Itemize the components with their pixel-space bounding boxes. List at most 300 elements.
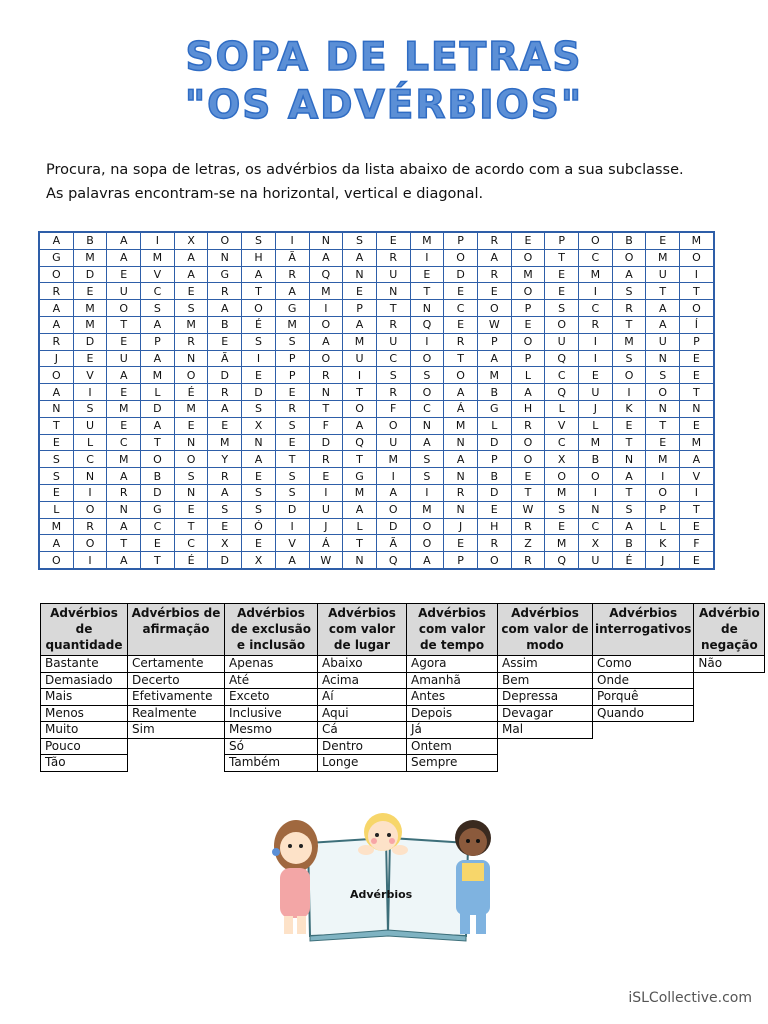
grid-row: [39, 249, 714, 266]
grid-cell: O: [511, 434, 545, 451]
grid-cell: W: [309, 552, 343, 569]
grid-cell: T: [612, 316, 646, 333]
grid-cell: A: [174, 249, 208, 266]
grid-cell: A: [612, 468, 646, 485]
grid-cell: O: [511, 283, 545, 300]
grid-cell: J: [444, 518, 478, 535]
grid-cell: O: [545, 316, 579, 333]
grid-cell: I: [646, 468, 680, 485]
grid-cell: E: [545, 518, 579, 535]
grid-row: [39, 417, 714, 434]
grid-cell: T: [612, 434, 646, 451]
grid-cell: O: [579, 468, 613, 485]
grid-cell: G: [141, 501, 175, 518]
grid-cell: O: [141, 451, 175, 468]
grid-cell: Q: [343, 434, 377, 451]
table-cell: Quando: [593, 705, 694, 722]
grid-cell: H: [242, 249, 276, 266]
grid-cell: V: [545, 417, 579, 434]
grid-cell: S: [39, 451, 73, 468]
table-cell: Pouco: [41, 738, 128, 755]
grid-cell: E: [208, 417, 242, 434]
grid-cell: O: [309, 316, 343, 333]
grid-cell: T: [343, 384, 377, 401]
grid-cell: N: [242, 434, 276, 451]
grid-cell: S: [646, 367, 680, 384]
grid-cell: T: [174, 518, 208, 535]
grid-cell: R: [107, 484, 141, 501]
grid-cell: M: [73, 249, 107, 266]
grid-cell: E: [680, 417, 714, 434]
grid-cell: S: [242, 400, 276, 417]
grid-cell: L: [477, 417, 511, 434]
grid-cell: R: [444, 484, 478, 501]
table-row: [41, 672, 765, 689]
grid-cell: S: [410, 468, 444, 485]
grid-cell: N: [208, 249, 242, 266]
grid-cell: X: [545, 451, 579, 468]
grid-cell: R: [275, 266, 309, 283]
grid-cell: E: [680, 518, 714, 535]
grid-cell: A: [39, 232, 73, 249]
grid-cell: E: [646, 434, 680, 451]
grid-cell: T: [242, 283, 276, 300]
grid-cell: C: [107, 434, 141, 451]
grid-cell: L: [39, 501, 73, 518]
grid-cell: M: [39, 518, 73, 535]
grid-cell: S: [174, 300, 208, 317]
grid-cell: A: [208, 300, 242, 317]
grid-cell: S: [410, 367, 444, 384]
grid-cell: A: [646, 316, 680, 333]
grid-row: [39, 384, 714, 401]
title-line-1: SOPA DE LETRAS: [185, 35, 583, 80]
grid-cell: V: [680, 468, 714, 485]
table-cell: Menos: [41, 705, 128, 722]
grid-cell: T: [646, 417, 680, 434]
grid-cell: A: [343, 501, 377, 518]
grid-cell: M: [141, 367, 175, 384]
grid-cell: R: [208, 468, 242, 485]
grid-cell: L: [511, 367, 545, 384]
table-row: [41, 705, 765, 722]
grid-cell: M: [680, 434, 714, 451]
grid-cell: S: [275, 417, 309, 434]
grid-cell: M: [646, 451, 680, 468]
grid-cell: N: [579, 501, 613, 518]
grid-cell: C: [545, 367, 579, 384]
grid-cell: U: [376, 266, 410, 283]
grid-cell: N: [444, 468, 478, 485]
grid-cell: I: [73, 384, 107, 401]
table-cell: Aí: [318, 689, 407, 706]
grid-cell: J: [579, 400, 613, 417]
grid-cell: Ó: [242, 518, 276, 535]
grid-cell: I: [410, 249, 444, 266]
grid-cell: P: [511, 350, 545, 367]
grid-cell: S: [376, 367, 410, 384]
grid-cell: T: [343, 451, 377, 468]
grid-cell: É: [242, 316, 276, 333]
grid-cell: U: [107, 350, 141, 367]
grid-cell: O: [579, 232, 613, 249]
grid-cell: D: [141, 400, 175, 417]
table-cell: Amanhã: [407, 672, 498, 689]
grid-cell: S: [545, 300, 579, 317]
grid-cell: D: [208, 552, 242, 569]
grid-cell: R: [39, 333, 73, 350]
boy-figure: [358, 813, 408, 855]
table-header: Advérbios de quantidade: [41, 604, 128, 656]
grid-cell: B: [208, 316, 242, 333]
grid-cell: N: [343, 266, 377, 283]
grid-cell: M: [141, 249, 175, 266]
grid-cell: S: [612, 350, 646, 367]
grid-cell: S: [275, 468, 309, 485]
grid-cell: T: [343, 535, 377, 552]
grid-cell: P: [444, 232, 478, 249]
grid-row: [39, 350, 714, 367]
grid-cell: I: [410, 484, 444, 501]
grid-cell: M: [410, 232, 444, 249]
grid-cell: M: [511, 266, 545, 283]
table-cell: Tão: [41, 755, 128, 772]
grid-row: [39, 283, 714, 300]
table-cell: Depois: [407, 705, 498, 722]
grid-cell: K: [646, 535, 680, 552]
grid-cell: U: [343, 350, 377, 367]
grid-cell: H: [477, 518, 511, 535]
grid-cell: Á: [444, 400, 478, 417]
grid-cell: O: [680, 300, 714, 317]
table-cell: Muito: [41, 722, 128, 739]
grid-cell: O: [410, 350, 444, 367]
grid-cell: S: [174, 468, 208, 485]
grid-cell: S: [275, 484, 309, 501]
table-header: Advérbios de afirmação: [128, 604, 225, 656]
grid-cell: L: [646, 518, 680, 535]
grid-cell: A: [107, 552, 141, 569]
grid-cell: R: [376, 249, 410, 266]
grid-cell: I: [275, 518, 309, 535]
table-cell: Realmente: [128, 705, 225, 722]
grid-cell: G: [343, 468, 377, 485]
grid-cell: M: [545, 484, 579, 501]
grid-cell: T: [141, 434, 175, 451]
grid-cell: B: [612, 535, 646, 552]
grid-cell: I: [309, 484, 343, 501]
grid-cell: H: [511, 400, 545, 417]
grid-cell: R: [174, 333, 208, 350]
grid-cell: A: [612, 266, 646, 283]
grid-cell: E: [174, 501, 208, 518]
grid-cell: S: [275, 333, 309, 350]
grid-cell: N: [174, 484, 208, 501]
grid-cell: Q: [376, 552, 410, 569]
grid-cell: P: [444, 552, 478, 569]
table-cell: Sempre: [407, 755, 498, 772]
table-cell: Bastante: [41, 656, 128, 673]
grid-cell: A: [141, 316, 175, 333]
grid-cell: O: [242, 300, 276, 317]
grid-cell: R: [309, 367, 343, 384]
grid-cell: E: [545, 283, 579, 300]
grid-cell: E: [545, 266, 579, 283]
grid-cell: T: [107, 535, 141, 552]
watermark: iSLCollective.com: [628, 990, 752, 1006]
grid-cell: C: [141, 518, 175, 535]
grid-cell: I: [579, 484, 613, 501]
grid-cell: S: [208, 501, 242, 518]
grid-cell: E: [242, 468, 276, 485]
grid-cell: L: [545, 400, 579, 417]
grid-cell: E: [646, 232, 680, 249]
grid-cell: Ã: [275, 249, 309, 266]
grid-row: [39, 518, 714, 535]
table-cell: Demasiado: [41, 672, 128, 689]
grid-cell: D: [477, 484, 511, 501]
grid-cell: U: [545, 333, 579, 350]
grid-cell: I: [612, 384, 646, 401]
grid-cell: V: [73, 367, 107, 384]
grid-cell: M: [477, 367, 511, 384]
grid-cell: R: [208, 384, 242, 401]
grid-cell: A: [107, 468, 141, 485]
grid-cell: Y: [208, 451, 242, 468]
grid-cell: O: [107, 300, 141, 317]
grid-cell: E: [477, 283, 511, 300]
grid-cell: O: [511, 333, 545, 350]
table-cell: Mal: [498, 722, 593, 739]
grid-cell: C: [545, 434, 579, 451]
grid-cell: I: [343, 367, 377, 384]
table-empty-cell: [694, 672, 765, 689]
instruction-2: As palavras encontram-se na horizontal, vertical e diagonal.: [46, 186, 484, 202]
grid-cell: U: [107, 283, 141, 300]
grid-cell: A: [410, 552, 444, 569]
table-cell: Inclusive: [225, 705, 318, 722]
table-cell: Certamente: [128, 656, 225, 673]
grid-cell: P: [275, 367, 309, 384]
grid-cell: S: [545, 501, 579, 518]
table-cell: Cá: [318, 722, 407, 739]
grid-cell: R: [477, 232, 511, 249]
grid-cell: N: [410, 417, 444, 434]
grid-row: [39, 266, 714, 283]
grid-cell: M: [309, 283, 343, 300]
grid-cell: R: [511, 417, 545, 434]
grid-cell: C: [174, 535, 208, 552]
grid-cell: R: [477, 266, 511, 283]
grid-cell: É: [174, 384, 208, 401]
grid-cell: U: [646, 266, 680, 283]
grid-cell: J: [39, 350, 73, 367]
table-row: [41, 722, 765, 739]
grid-cell: N: [39, 400, 73, 417]
grid-cell: C: [444, 300, 478, 317]
grid-cell: E: [107, 333, 141, 350]
grid-cell: C: [410, 400, 444, 417]
grid-cell: C: [579, 518, 613, 535]
table-row: [41, 738, 765, 755]
grid-cell: N: [680, 400, 714, 417]
grid-cell: E: [275, 384, 309, 401]
children-book-illustration: [268, 808, 508, 943]
table-row: [41, 656, 765, 673]
grid-cell: G: [39, 249, 73, 266]
grid-cell: E: [107, 384, 141, 401]
grid-cell: T: [444, 350, 478, 367]
grid-cell: E: [343, 283, 377, 300]
grid-cell: E: [511, 468, 545, 485]
grid-cell: N: [646, 350, 680, 367]
grid-cell: A: [39, 300, 73, 317]
table-empty-cell: [128, 738, 225, 755]
table-cell: Também: [225, 755, 318, 772]
grid-cell: D: [376, 518, 410, 535]
table-cell: Sim: [128, 722, 225, 739]
grid-cell: N: [410, 300, 444, 317]
grid-cell: F: [680, 535, 714, 552]
grid-cell: E: [680, 350, 714, 367]
grid-cell: O: [477, 300, 511, 317]
grid-cell: O: [477, 552, 511, 569]
grid-cell: E: [511, 316, 545, 333]
grid-cell: T: [680, 384, 714, 401]
grid-cell: A: [376, 484, 410, 501]
table-empty-cell: [694, 689, 765, 706]
grid-cell: S: [242, 333, 276, 350]
table-empty-cell: [694, 738, 765, 755]
grid-cell: D: [444, 266, 478, 283]
grid-cell: E: [208, 518, 242, 535]
grid-cell: E: [309, 468, 343, 485]
grid-cell: S: [73, 400, 107, 417]
grid-cell: A: [343, 316, 377, 333]
grid-row: [39, 434, 714, 451]
grid-cell: A: [242, 451, 276, 468]
grid-cell: S: [410, 451, 444, 468]
grid-cell: O: [376, 501, 410, 518]
grid-cell: A: [444, 384, 478, 401]
grid-cell: O: [545, 468, 579, 485]
table-header: Advérbios com valor de tempo: [407, 604, 498, 656]
grid-cell: E: [376, 232, 410, 249]
grid-cell: A: [174, 266, 208, 283]
grid-cell: M: [646, 249, 680, 266]
grid-cell: E: [39, 484, 73, 501]
grid-cell: C: [141, 283, 175, 300]
grid-cell: B: [477, 468, 511, 485]
grid-cell: D: [208, 367, 242, 384]
table-header: Advérbios de exclusão e inclusão: [225, 604, 318, 656]
grid-cell: B: [141, 468, 175, 485]
grid-cell: M: [376, 451, 410, 468]
table-cell: Até: [225, 672, 318, 689]
grid-cell: A: [275, 552, 309, 569]
grid-cell: S: [242, 232, 276, 249]
grid-cell: A: [309, 249, 343, 266]
grid-cell: X: [579, 535, 613, 552]
grid-cell: E: [73, 350, 107, 367]
table-cell: Apenas: [225, 656, 318, 673]
grid-cell: P: [646, 501, 680, 518]
grid-cell: S: [612, 283, 646, 300]
grid-cell: N: [73, 468, 107, 485]
grid-cell: A: [680, 451, 714, 468]
grid-cell: I: [275, 232, 309, 249]
grid-cell: A: [477, 249, 511, 266]
grid-cell: V: [141, 266, 175, 283]
grid-cell: A: [444, 451, 478, 468]
grid-cell: D: [309, 434, 343, 451]
grid-cell: M: [444, 417, 478, 434]
table-empty-cell: [694, 722, 765, 739]
grid-cell: E: [579, 367, 613, 384]
grid-row: [39, 333, 714, 350]
grid-cell: Q: [410, 316, 444, 333]
grid-cell: M: [343, 333, 377, 350]
grid-cell: X: [242, 417, 276, 434]
table-cell: Devagar: [498, 705, 593, 722]
grid-cell: T: [545, 249, 579, 266]
table-empty-cell: [498, 755, 593, 772]
grid-cell: A: [107, 232, 141, 249]
grid-cell: P: [511, 300, 545, 317]
grid-cell: R: [376, 384, 410, 401]
grid-cell: T: [376, 300, 410, 317]
grid-cell: N: [612, 451, 646, 468]
grid-cell: R: [477, 535, 511, 552]
instruction-1: Procura, na sopa de letras, os advérbios da lista abaixo de acordo com a sua subclasse.: [46, 162, 684, 178]
table-cell: Antes: [407, 689, 498, 706]
grid-cell: T: [646, 283, 680, 300]
grid-cell: S: [242, 501, 276, 518]
grid-cell: T: [680, 501, 714, 518]
grid-cell: B: [477, 384, 511, 401]
grid-cell: D: [141, 484, 175, 501]
grid-cell: I: [141, 232, 175, 249]
grid-cell: J: [309, 518, 343, 535]
grid-cell: E: [39, 434, 73, 451]
grid-cell: E: [612, 417, 646, 434]
grid-cell: O: [39, 367, 73, 384]
grid-cell: D: [242, 384, 276, 401]
grid-cell: D: [73, 266, 107, 283]
title-line-2: "OS ADVÉRBIOS": [184, 83, 584, 128]
grid-cell: L: [579, 417, 613, 434]
grid-cell: R: [275, 400, 309, 417]
grid-cell: A: [309, 333, 343, 350]
grid-cell: Z: [511, 535, 545, 552]
grid-cell: T: [680, 283, 714, 300]
grid-row: [39, 300, 714, 317]
grid-cell: O: [410, 535, 444, 552]
table-cell: Mais: [41, 689, 128, 706]
grid-cell: M: [612, 333, 646, 350]
grid-cell: B: [73, 232, 107, 249]
grid-cell: A: [275, 283, 309, 300]
table-empty-cell: [593, 738, 694, 755]
table-cell: Não: [694, 656, 765, 673]
grid-cell: A: [477, 350, 511, 367]
grid-cell: P: [477, 333, 511, 350]
grid-cell: B: [612, 232, 646, 249]
table-cell: Exceto: [225, 689, 318, 706]
grid-cell: Q: [545, 350, 579, 367]
grid-cell: M: [107, 400, 141, 417]
grid-cell: O: [39, 266, 73, 283]
